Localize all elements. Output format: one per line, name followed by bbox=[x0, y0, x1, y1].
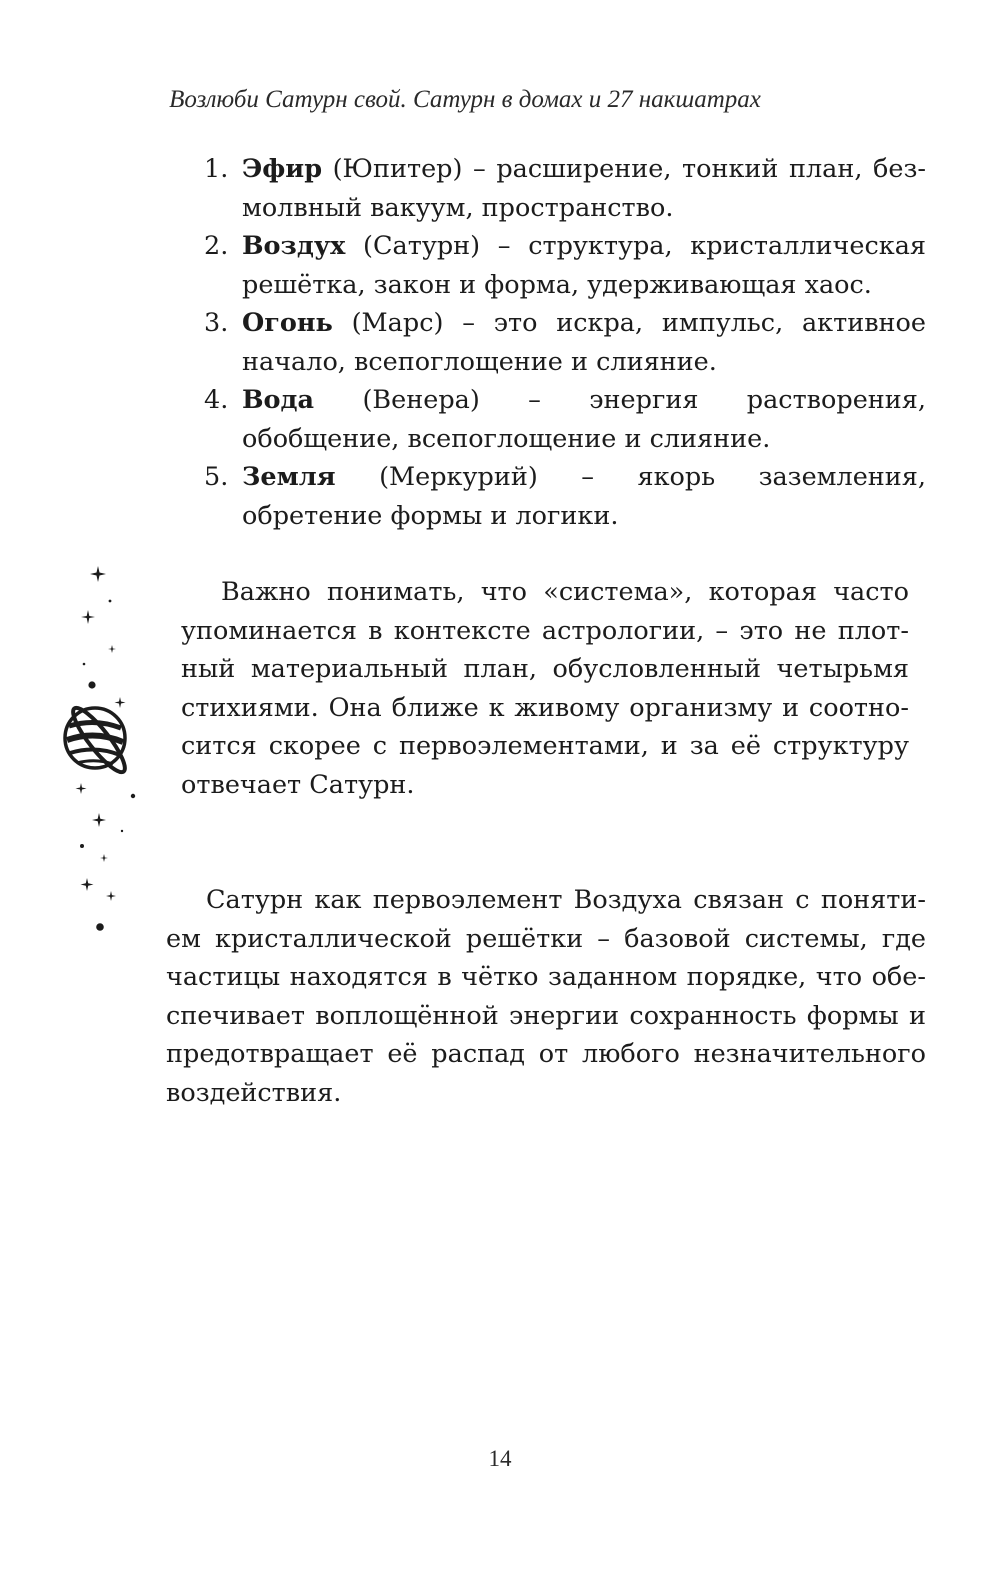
body-paragraph: Сатурн как первоэлемент Воздуха связан с понятием кристаллической решётки – базовой системы, где частицы находятся в чётко заданном порядке, что обеспечивает воплощённой энергии сохранность формы и предотвращает её распад от любого незначительного воздействия. bbox=[166, 885, 926, 1108]
list-item-number: 1. bbox=[204, 154, 229, 184]
element-description: (Юпитер) – расширение, тонкий план, безмолвный вакуум, пространство. bbox=[242, 154, 926, 223]
element-description: (Сатурн) – структура, кристаллическая решётка, закон и форма, удерживающая хаос. bbox=[242, 231, 926, 300]
element-name: Вода bbox=[242, 385, 315, 415]
elements-list bbox=[200, 150, 926, 535]
page-number: 14 bbox=[488, 1446, 512, 1471]
element-name: Огонь bbox=[242, 308, 333, 338]
element-name: Эфир bbox=[242, 154, 323, 184]
list-item-number: 4. bbox=[204, 385, 229, 415]
list-item bbox=[200, 458, 926, 535]
list-item bbox=[200, 304, 926, 381]
body-paragraph: Важно понимать, что «система», которая часто упоминается в контексте астрологии, – это не плотный материальный план, обусловленный четырьмя стихиями. Она ближе к живому организму и соотносится скорее с первоэлементами, и за её структуру отвечает Сатурн. bbox=[181, 577, 909, 800]
running-head: Возлюби Сатурн свой. Сатурн в домах и 27 накшатрах bbox=[169, 86, 761, 113]
element-name: Воздух bbox=[242, 231, 346, 261]
element-name: Земля bbox=[242, 462, 336, 492]
element-description: (Меркурий) – якорь заземления, обретение формы и логики. bbox=[242, 462, 926, 531]
list-item-number: 3. bbox=[204, 308, 229, 338]
list-item bbox=[200, 227, 926, 304]
element-description: (Венера) – энергия растворения, обобщение, всепоглощение и слияние. bbox=[242, 385, 926, 454]
list-item bbox=[200, 381, 926, 458]
list-item-number: 5. bbox=[204, 462, 229, 492]
saturn-with-stars-icon bbox=[55, 560, 150, 940]
list-item-number: 2. bbox=[204, 231, 229, 261]
list-item bbox=[200, 150, 926, 227]
element-description: (Марс) – это искра, импульс, активное начало, всепоглощение и слияние. bbox=[242, 308, 926, 377]
